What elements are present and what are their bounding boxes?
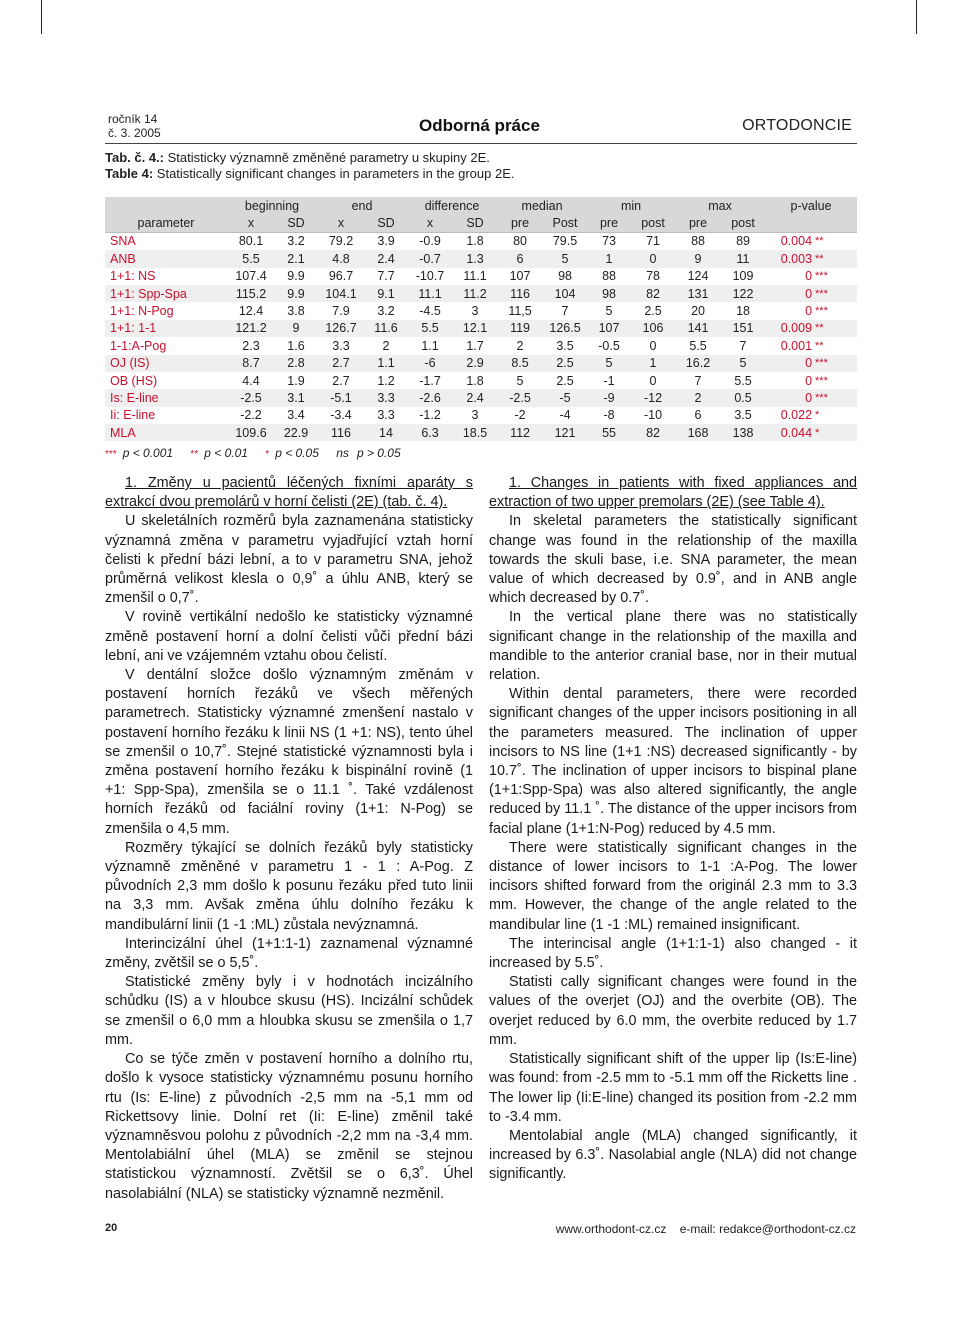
- body-paragraph: In the vertical plane there was no statistically significant change in the relationship of the maxilla and mandible to the anterior cranial base, nor in their mutual relation.: [489, 609, 857, 684]
- value-cell: 79.2: [317, 232, 365, 250]
- value-cell: 9.9: [275, 268, 317, 285]
- value-cell: 116: [317, 424, 365, 441]
- value-cell: 71: [631, 232, 675, 250]
- legend-stars: *: [265, 449, 270, 460]
- table-row: [105, 355, 857, 372]
- body-paragraph: There were statistically significant changes in the distance of lower incisors to 1-1 :A-Pog. The lower incisors shifted forward from the originál 2.3 mm to 3.3 mm. However, the change of the angle related to the mandibular line (1 -1 :ML) remained insignificant.: [489, 839, 857, 933]
- value-cell: 2.8: [275, 355, 317, 372]
- journal-issue-info: [108, 112, 161, 140]
- value-cell: 98: [543, 268, 587, 285]
- parameter-cell: SNA: [105, 232, 227, 250]
- header-min: min: [587, 197, 675, 214]
- value-cell: 2.4: [365, 250, 407, 267]
- value-cell: 11.6: [365, 320, 407, 337]
- value-cell: 1.3: [453, 250, 497, 267]
- body-paragraph: In skeletal parameters the statistically significant change was found in the relationship of the maxilla towards the skuli base, i.e. SNA parameter, the mean value of which decreased by 0.9˚, and in ANB angle which decreased by 0.7˚.: [489, 513, 857, 607]
- value-cell: 9.9: [275, 285, 317, 302]
- value-cell: 116: [497, 285, 543, 302]
- value-cell: -0.5: [587, 337, 631, 354]
- value-cell: 1.1: [407, 337, 453, 354]
- subheader-min-pre: pre: [587, 214, 631, 232]
- subheader-median-pre: pre: [497, 214, 543, 232]
- body-paragraph: Interincizální úhel (1+1:1-1) zaznamenal významné změny, zvětšil se o 5,5˚.: [105, 935, 473, 972]
- value-cell: 1: [587, 250, 631, 267]
- legend-item: [190, 446, 248, 460]
- value-cell: 7: [675, 372, 721, 389]
- body-paragraph: Rozměry týkající se dolních řezáků byly statisticky významně změněné v parametru 1 - 1 : A-Pog. Z původních 2,3 mm došlo k posunu řezáku před tuto linii na 3,3 mm. Avšak změna úhlu dolního řezáku k mandibulární linii (1 -1 :ML) zůstala nevýznamná.: [105, 839, 473, 933]
- table-row: [105, 232, 857, 250]
- body-paragraph: Co se týče změn v postavení horního a dolního rtu, došlo k vysoce statisticky významnému posunu horního rtu (Is: E-line) z původních -2,5 mm na -5,1 mm od Rickettsovy linie. Dolní ret (Ii: E-line) změnil také významněsvou polohu z původních -2,2 mm na -3,4 mm. Mentolabiální úhel (MLA) se změnil se stejnou statistickou významností. Zvětšil se o 6,3˚. Úhel nasolabiální (NLA) se statisticky významně nezměnil.: [105, 1051, 473, 1202]
- section-heading-en: 1. Changes in patients with fixed appliances and extraction of two upper premolars (2E) (see Table 4).: [489, 475, 857, 511]
- legend-stars: **: [190, 449, 199, 460]
- significance-stars: ***: [815, 389, 857, 406]
- value-cell: -4.5: [407, 302, 453, 319]
- footer-contact: [546, 1222, 856, 1236]
- value-cell: 3.5: [721, 407, 765, 424]
- p-value-cell: 0.009: [765, 320, 815, 337]
- value-cell: 3.8: [275, 302, 317, 319]
- header-p-value: p-value: [765, 197, 857, 214]
- p-value-cell: 0.044: [765, 424, 815, 441]
- p-value-cell: 0: [765, 372, 815, 389]
- value-cell: 8.7: [227, 355, 275, 372]
- legend-text: p > 0.05: [356, 446, 401, 460]
- value-cell: 2.5: [631, 302, 675, 319]
- value-cell: 2.7: [317, 355, 365, 372]
- parameter-cell: OJ (IS): [105, 355, 227, 372]
- p-value-cell: 0: [765, 285, 815, 302]
- p-value-cell: 0: [765, 302, 815, 319]
- subheader-parameter: parameter: [105, 214, 227, 232]
- value-cell: 3: [453, 407, 497, 424]
- value-cell: 0.5: [721, 389, 765, 406]
- footer-email[interactable]: e-mail: redakce@orthodont-cz.cz: [679, 1222, 856, 1236]
- body-paragraph: Within dental parameters, there were recorded significant changes of the upper incisors positioning in all the parameters measured. The inclination of upper incisors to NS line (1+1 :NS) decreased significantly - by 10.7˚. The inclination of upper incisors to bispinal plane (1+1:Spp-Spa) was also altered significantly, the angle reduced by 11.1 ˚. The distance of the upper incisors from facial plane (1+1:N-Pog) reduced by 4.5 mm.: [489, 686, 857, 837]
- value-cell: 131: [675, 285, 721, 302]
- body-paragraph: U skeletálních rozměrů byla zaznamenána statisticky významná změna v parametru vyjadřující vztah horní čelisti k přední bázi lební, a to v parametru SNA, jehož průměrná velikost klesla o 0,9˚ a úhlu ANB, který se zmenšil o 0,7˚.: [105, 513, 473, 607]
- subheader-beginning-x: x: [227, 214, 275, 232]
- value-cell: 20: [675, 302, 721, 319]
- value-cell: -0.7: [407, 250, 453, 267]
- subheader-max-post: post: [721, 214, 765, 232]
- body-paragraph: Statisti cally significant changes were found in the values of the overjet (OJ) and the overbite (OB). The overjet reduced by 6.0 mm, the overbite reduced by 1.7 mm.: [489, 974, 857, 1048]
- value-cell: 122: [721, 285, 765, 302]
- value-cell: 1.9: [275, 372, 317, 389]
- value-cell: 1.8: [453, 372, 497, 389]
- value-cell: 2.1: [275, 250, 317, 267]
- value-cell: 96.7: [317, 268, 365, 285]
- value-cell: 168: [675, 424, 721, 441]
- parameter-cell: ANB: [105, 250, 227, 267]
- subheader-median-post: Post: [543, 214, 587, 232]
- value-cell: 1.7: [453, 337, 497, 354]
- value-cell: 5: [721, 355, 765, 372]
- value-cell: 9: [675, 250, 721, 267]
- subheader-end-x: x: [317, 214, 365, 232]
- table-group-header-row: [105, 197, 857, 214]
- journal-section-name: ORTODONCIE: [742, 117, 852, 134]
- value-cell: 2: [365, 337, 407, 354]
- page-number: 20: [105, 1222, 118, 1234]
- table-caption: [105, 150, 514, 181]
- significance-stars: ***: [815, 355, 857, 372]
- value-cell: 2.9: [453, 355, 497, 372]
- value-cell: -10: [631, 407, 675, 424]
- table-row: [105, 302, 857, 319]
- value-cell: 5.5: [227, 250, 275, 267]
- value-cell: 5: [587, 355, 631, 372]
- value-cell: -0.9: [407, 232, 453, 250]
- table-row: [105, 337, 857, 354]
- value-cell: 126.7: [317, 320, 365, 337]
- czech-text-column: [105, 474, 473, 1204]
- parameter-cell: 1+1: 1-1: [105, 320, 227, 337]
- body-paragraph: V dentální složce došlo významným změnám v postavení horních řezáků ve všech měřených parametrech. Statisticky významné zmenšení nastalo v postavení horního řezáku k linii NS (1 +1: NS), tento úhel se zmenšil o 10,7˚. Stejné statistické významnosti byla i změna postavení horního řezáku k bispinální rovině (1 +1: Spp-Spa), zmenšila se o 11.1 ˚. Také vzdálenost horních řezáků od faciální roviny (1+1: N-Pog) se zmenšila o 4,5 mm.: [105, 667, 473, 837]
- value-cell: -2.2: [227, 407, 275, 424]
- value-cell: 9: [275, 320, 317, 337]
- body-paragraph: V rovině vertikální nedošlo ke statisticky významné změně postavení horní a dolní čelisti vůči přední bázi lební, ani ve vzájemném vztahu obou čelistí.: [105, 609, 473, 664]
- legend-stars: ***: [105, 449, 117, 460]
- significance-stars: ***: [815, 285, 857, 302]
- significance-legend: [105, 446, 415, 460]
- body-paragraph: The interincisal angle (1+1:1-1) also changed - it increased by 5.5˚.: [489, 935, 857, 972]
- value-cell: 151: [721, 320, 765, 337]
- value-cell: -3.4: [317, 407, 365, 424]
- value-cell: 80: [497, 232, 543, 250]
- value-cell: 121: [543, 424, 587, 441]
- parameter-cell: 1+1: Spp-Spa: [105, 285, 227, 302]
- value-cell: -2: [497, 407, 543, 424]
- value-cell: 2.5: [543, 355, 587, 372]
- statistics-table: [105, 197, 857, 441]
- value-cell: 1.6: [275, 337, 317, 354]
- value-cell: 89: [721, 232, 765, 250]
- value-cell: 5.5: [675, 337, 721, 354]
- value-cell: 14: [365, 424, 407, 441]
- legend-ns: ns: [336, 446, 349, 460]
- value-cell: 3.1: [275, 389, 317, 406]
- p-value-cell: 0.001: [765, 337, 815, 354]
- value-cell: 3.9: [365, 232, 407, 250]
- subheader-max-pre: pre: [675, 214, 721, 232]
- english-text-column: [489, 474, 857, 1185]
- table-caption-cz: [105, 150, 514, 166]
- significance-stars: **: [815, 232, 857, 250]
- value-cell: 12.4: [227, 302, 275, 319]
- value-cell: 107.4: [227, 268, 275, 285]
- value-cell: 138: [721, 424, 765, 441]
- header-beginning: beginning: [227, 197, 317, 214]
- value-cell: 8.5: [497, 355, 543, 372]
- value-cell: 7: [721, 337, 765, 354]
- value-cell: 18.5: [453, 424, 497, 441]
- value-cell: 0: [631, 250, 675, 267]
- significance-stars: ***: [815, 268, 857, 285]
- subheader-p-blank: [765, 214, 857, 232]
- value-cell: 3: [453, 302, 497, 319]
- table-sub-header-row: [105, 214, 857, 232]
- volume-label: ročník 14: [108, 112, 158, 126]
- subheader-min-post: post: [631, 214, 675, 232]
- significance-stars: *: [815, 407, 857, 424]
- footer-website[interactable]: www.orthodont-cz.cz: [555, 1222, 667, 1236]
- value-cell: 104.1: [317, 285, 365, 302]
- value-cell: 1: [631, 355, 675, 372]
- value-cell: 2.7: [317, 372, 365, 389]
- body-paragraph: Statistically significant shift of the upper lip (Is:E-line) was found: from -2.5 mm to -5.1 mm off the Ricketts line . The lower lip (Ii:E-line) changed its position from -2.2 mm to -3.4 mm.: [489, 1051, 857, 1125]
- value-cell: 73: [587, 232, 631, 250]
- legend-text: p < 0.01: [204, 446, 248, 460]
- value-cell: 98: [587, 285, 631, 302]
- table-row: [105, 320, 857, 337]
- value-cell: 88: [675, 232, 721, 250]
- issue-label: č. 3. 2005: [108, 126, 161, 140]
- value-cell: 3.3: [365, 407, 407, 424]
- value-cell: 79.5: [543, 232, 587, 250]
- value-cell: 2.5: [543, 372, 587, 389]
- value-cell: 7.7: [365, 268, 407, 285]
- value-cell: 109.6: [227, 424, 275, 441]
- legend-item: [265, 446, 319, 460]
- parameter-cell: 1+1: N-Pog: [105, 302, 227, 319]
- subheader-difference-x: x: [407, 214, 453, 232]
- value-cell: 141: [675, 320, 721, 337]
- value-cell: 88: [587, 268, 631, 285]
- parameter-cell: MLA: [105, 424, 227, 441]
- value-cell: 11.1: [407, 285, 453, 302]
- legend-item: [105, 446, 173, 460]
- value-cell: 11,5: [497, 302, 543, 319]
- value-cell: 107: [497, 268, 543, 285]
- value-cell: -10.7: [407, 268, 453, 285]
- value-cell: 7: [543, 302, 587, 319]
- parameter-cell: OB (HS): [105, 372, 227, 389]
- significance-stars: *: [815, 424, 857, 441]
- caption-cz-label: Tab. č. 4.:: [105, 150, 164, 165]
- subheader-end-sd: SD: [365, 214, 407, 232]
- crop-mark-left: [41, 0, 42, 34]
- value-cell: -1: [587, 372, 631, 389]
- value-cell: 2.4: [453, 389, 497, 406]
- value-cell: 5: [497, 372, 543, 389]
- value-cell: 3.3: [365, 389, 407, 406]
- value-cell: 16.2: [675, 355, 721, 372]
- value-cell: 80.1: [227, 232, 275, 250]
- p-value-cell: 0.004: [765, 232, 815, 250]
- value-cell: 2: [675, 389, 721, 406]
- value-cell: 107: [587, 320, 631, 337]
- value-cell: 2.3: [227, 337, 275, 354]
- value-cell: -1.7: [407, 372, 453, 389]
- value-cell: 7.9: [317, 302, 365, 319]
- legend-text: p < 0.001: [122, 446, 174, 460]
- significance-stars: ***: [815, 302, 857, 319]
- value-cell: 6: [497, 250, 543, 267]
- subheader-beginning-sd: SD: [275, 214, 317, 232]
- legend-text: p < 0.05: [275, 446, 319, 460]
- value-cell: 1.1: [365, 355, 407, 372]
- value-cell: 115.2: [227, 285, 275, 302]
- value-cell: 4.4: [227, 372, 275, 389]
- value-cell: 18: [721, 302, 765, 319]
- value-cell: -5.1: [317, 389, 365, 406]
- significance-stars: **: [815, 250, 857, 267]
- value-cell: 5: [543, 250, 587, 267]
- significance-stars: **: [815, 320, 857, 337]
- legend-item: [336, 446, 400, 460]
- p-value-cell: 0: [765, 389, 815, 406]
- value-cell: 4.8: [317, 250, 365, 267]
- table-row: [105, 250, 857, 267]
- value-cell: 106: [631, 320, 675, 337]
- value-cell: -8: [587, 407, 631, 424]
- table-row: [105, 372, 857, 389]
- value-cell: 5: [587, 302, 631, 319]
- value-cell: 5.5: [721, 372, 765, 389]
- significance-stars: ***: [815, 372, 857, 389]
- value-cell: 126.5: [543, 320, 587, 337]
- value-cell: 1.2: [365, 372, 407, 389]
- value-cell: -1.2: [407, 407, 453, 424]
- value-cell: -12: [631, 389, 675, 406]
- value-cell: -2.5: [227, 389, 275, 406]
- value-cell: 3.5: [543, 337, 587, 354]
- table-row: [105, 285, 857, 302]
- value-cell: 11.1: [453, 268, 497, 285]
- value-cell: 112: [497, 424, 543, 441]
- value-cell: 109: [721, 268, 765, 285]
- p-value-cell: 0: [765, 355, 815, 372]
- header-median: median: [497, 197, 587, 214]
- value-cell: 82: [631, 424, 675, 441]
- caption-en-text: Statistically significant changes in parameters in the group 2E.: [153, 165, 515, 181]
- value-cell: 124: [675, 268, 721, 285]
- value-cell: 3.2: [275, 232, 317, 250]
- value-cell: 0: [631, 372, 675, 389]
- value-cell: -9: [587, 389, 631, 406]
- table-caption-en: [105, 166, 514, 182]
- value-cell: -5: [543, 389, 587, 406]
- value-cell: 104: [543, 285, 587, 302]
- value-cell: 78: [631, 268, 675, 285]
- value-cell: -2.6: [407, 389, 453, 406]
- p-value-cell: 0.003: [765, 250, 815, 267]
- parameter-cell: 1-1:A-Pog: [105, 337, 227, 354]
- section-heading-cz: 1. Změny u pacientů léčených fixními aparáty s extrakcí dvou premolárů v horní čelisti (2E) (tab. č. 4).: [105, 475, 473, 511]
- value-cell: 2: [497, 337, 543, 354]
- value-cell: 11.2: [453, 285, 497, 302]
- value-cell: 9.1: [365, 285, 407, 302]
- header-blank: [105, 197, 227, 214]
- value-cell: 5.5: [407, 320, 453, 337]
- value-cell: 1.8: [453, 232, 497, 250]
- value-cell: 3.4: [275, 407, 317, 424]
- value-cell: 3.3: [317, 337, 365, 354]
- value-cell: 12.1: [453, 320, 497, 337]
- header-rule: [105, 143, 857, 144]
- header-max: max: [675, 197, 765, 214]
- table-row: [105, 389, 857, 406]
- table-row: [105, 424, 857, 441]
- parameter-cell: 1+1: NS: [105, 268, 227, 285]
- value-cell: 3.2: [365, 302, 407, 319]
- value-cell: 6: [675, 407, 721, 424]
- value-cell: -2.5: [497, 389, 543, 406]
- value-cell: 6.3: [407, 424, 453, 441]
- significance-stars: **: [815, 337, 857, 354]
- header-difference: difference: [407, 197, 497, 214]
- table-row: [105, 407, 857, 424]
- table-row: [105, 268, 857, 285]
- body-paragraph: Mentolabial angle (MLA) changed significantly, it increased by 6.3˚. Nasolabial angle (NLA) did not change significantly.: [489, 1127, 857, 1183]
- p-value-cell: 0: [765, 268, 815, 285]
- value-cell: 119: [497, 320, 543, 337]
- parameter-cell: Is: E-line: [105, 389, 227, 406]
- value-cell: 22.9: [275, 424, 317, 441]
- value-cell: 82: [631, 285, 675, 302]
- body-paragraph: Statistické změny byly i v hodnotách incizálního schůdku (IS) a v hloubce skusu (HS). Incizální schůdek se zmenšil o 6,0 mm a hloubka skusu se zmenšila o 1,7 mm.: [105, 974, 473, 1048]
- value-cell: -4: [543, 407, 587, 424]
- parameter-cell: Ii: E-line: [105, 407, 227, 424]
- crop-mark-right: [916, 0, 917, 34]
- value-cell: 121.2: [227, 320, 275, 337]
- caption-cz-text: Statisticky významně změněné parametry u skupiny 2E.: [164, 150, 490, 165]
- p-value-cell: 0.022: [765, 407, 815, 424]
- subheader-difference-sd: SD: [453, 214, 497, 232]
- section-title: Odborná práce: [419, 116, 540, 135]
- value-cell: 55: [587, 424, 631, 441]
- header-end: end: [317, 197, 407, 214]
- value-cell: 0: [631, 337, 675, 354]
- value-cell: 11: [721, 250, 765, 267]
- value-cell: -6: [407, 355, 453, 372]
- caption-en-label: Table 4:: [105, 165, 154, 181]
